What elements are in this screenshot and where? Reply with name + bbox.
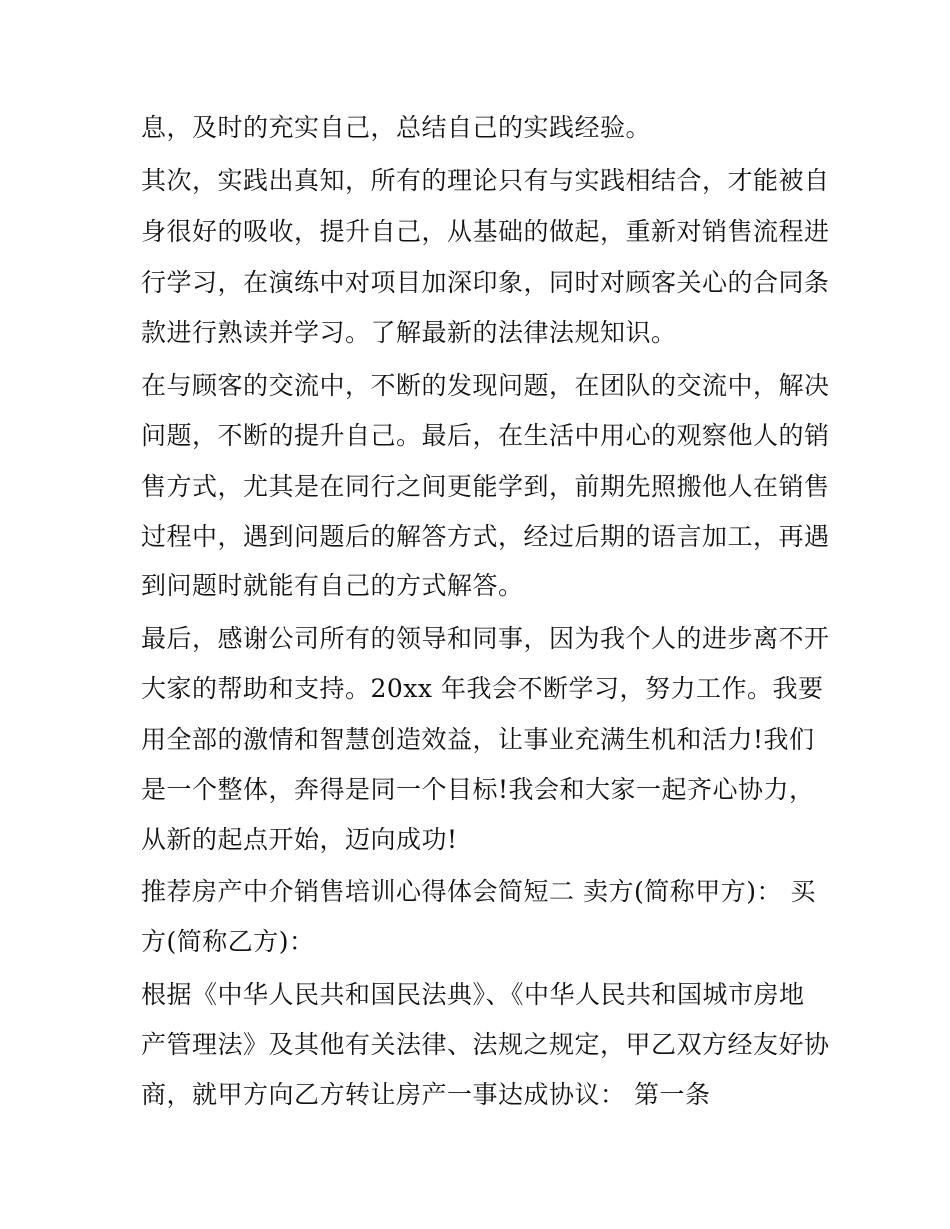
text-line: 到问题时就能有自己的方式解答。 bbox=[141, 571, 524, 600]
text-line: 用全部的激情和智慧创造效益，让事业充满生机和活力!我们 bbox=[141, 725, 815, 754]
text-line: 在与顾客的交流中，不断的发现问题，在团队的交流中，解决 bbox=[141, 371, 830, 400]
text-line: 过程中，遇到问题后的解答方式，经过后期的语言加工，再遇 bbox=[141, 522, 830, 551]
text-line: 方(简称乙方)： bbox=[141, 927, 315, 956]
text-line: 产管理法》及其他有关法律、法规之规定，甲乙双方经友好协 bbox=[141, 1030, 830, 1059]
text-line: 其次，实践出真知，所有的理论只有与实践相结合，才能被自 bbox=[141, 166, 830, 195]
text-line: 款进行熟读并学习。了解最新的法律法规知识。 bbox=[141, 318, 677, 347]
text-line: 息，及时的充实自己，总结自己的实践经验。 bbox=[141, 113, 652, 142]
text-line: 最后，感谢公司所有的领导和同事，因为我个人的进步离不开 bbox=[141, 624, 830, 653]
text-line: 根据《中华人民共和国民法典》、《中华人民共和国城市房地 bbox=[141, 980, 805, 1009]
text-line: 是一个整体，奔得是同一个目标!我会和大家一起齐心协力， bbox=[141, 775, 815, 804]
text-line: 行学习，在演练中对项目加深印象，同时对顾客关心的合同条 bbox=[141, 268, 830, 297]
text-line: 问题，不断的提升自己。最后，在生活中用心的观察他人的销 bbox=[141, 421, 830, 450]
text-line: 从新的起点开始，迈向成功! bbox=[141, 825, 458, 854]
text-line: 售方式，尤其是在同行之间更能学到，前期先照搬他人在销售 bbox=[141, 472, 830, 501]
text-line: 推荐房产中介销售培训心得体会简短二 卖方(简称甲方)： 买 bbox=[141, 877, 816, 906]
text-line: 大家的帮助和支持。20xx 年我会不断学习，努力工作。我要 bbox=[141, 674, 824, 703]
text-line: 身很好的吸收，提升自己，从基础的做起，重新对销售流程进 bbox=[141, 217, 830, 246]
text-line: 商，就甲方向乙方转让房产一事达成协议： 第一条 bbox=[141, 1080, 711, 1109]
